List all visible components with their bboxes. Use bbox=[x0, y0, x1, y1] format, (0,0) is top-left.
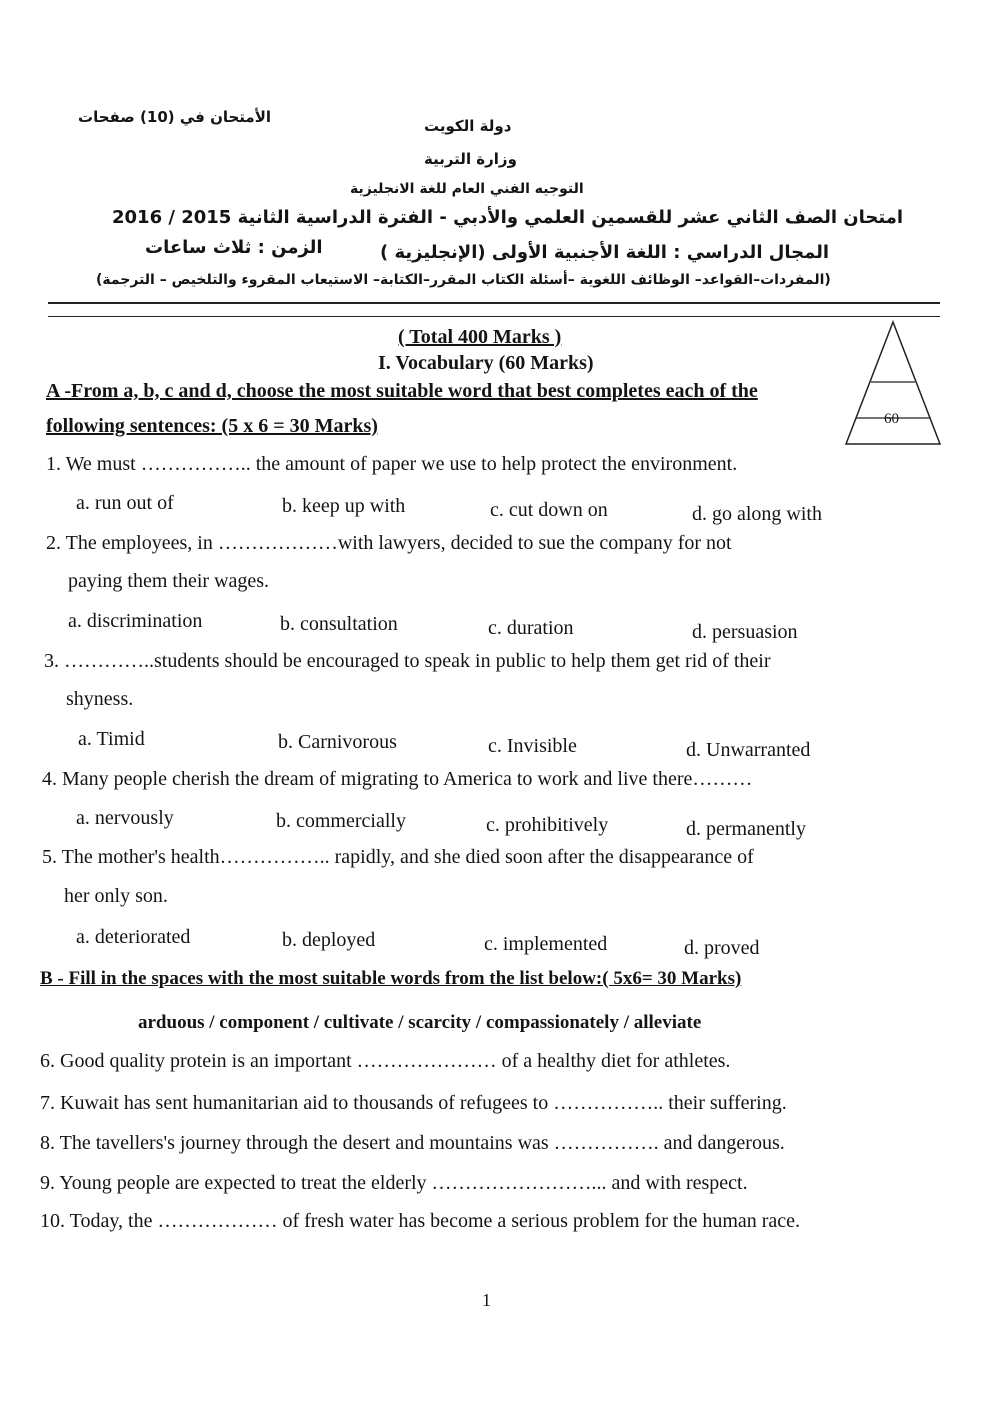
word-list: arduous / component / cultivate / scarcity / compassionately / alleviate bbox=[138, 1012, 702, 1033]
q1-option-a: a. run out of bbox=[76, 492, 174, 514]
question-3-cont: shyness. bbox=[66, 688, 134, 710]
part-b-instruction: B - Fill in the spaces with the most suitable words from the list below:( 5x6= 30 Marks) bbox=[40, 968, 742, 989]
q3-option-b: b. Carnivorous bbox=[278, 731, 397, 753]
q2-option-b: b. consultation bbox=[280, 613, 398, 635]
q1-option-b: b. keep up with bbox=[282, 495, 406, 517]
question-9: 9. Young people are expected to treat the elderly ……………………... and with respect. bbox=[40, 1172, 748, 1194]
q5-option-c: c. implemented bbox=[484, 933, 608, 955]
question-10: 10. Today, the ……………… of fresh water has become a serious problem for the human race. bbox=[40, 1210, 801, 1232]
q3-option-a: a. Timid bbox=[78, 728, 145, 750]
q5-option-a: a. deteriorated bbox=[76, 926, 191, 948]
q4-option-d: d. permanently bbox=[686, 818, 806, 840]
score-triangle bbox=[842, 318, 944, 448]
q1-option-c: c. cut down on bbox=[490, 499, 608, 521]
state-name: دولة الكويت bbox=[424, 117, 512, 135]
question-2: 2. The employees, in ………………with lawyers, decided to sue the company for not bbox=[46, 532, 732, 554]
part-a-instruction-2: following sentences: (5 x 6 = 30 Marks) bbox=[46, 415, 378, 437]
q4-option-b: b. commercially bbox=[276, 810, 406, 832]
question-7: 7. Kuwait has sent humanitarian aid to thousands of refugees to …………….. their suffering. bbox=[40, 1092, 787, 1114]
q3-option-c: c. Invisible bbox=[488, 735, 577, 757]
q4-option-a: a. nervously bbox=[76, 807, 174, 829]
q2-option-c: c. duration bbox=[488, 617, 574, 639]
header-divider bbox=[48, 302, 940, 304]
page-number: 1 bbox=[482, 1290, 491, 1310]
question-8: 8. The tavellers's journey through the desert and mountains was ……………. and dangerous. bbox=[40, 1132, 785, 1154]
question-2-cont: paying them their wages. bbox=[68, 570, 270, 592]
q2-option-a: a. discrimination bbox=[68, 610, 203, 632]
section-title: I. Vocabulary (60 Marks) bbox=[378, 352, 594, 374]
question-4: 4. Many people cherish the dream of migrating to America to work and live there……… bbox=[42, 768, 753, 790]
ministry-name: وزارة التربية bbox=[424, 150, 517, 168]
header-divider-thin bbox=[48, 316, 940, 317]
total-marks: ( Total 400 Marks ) bbox=[398, 326, 562, 348]
question-6: 6. Good quality protein is an important ………………… of a healthy diet for athletes. bbox=[40, 1050, 731, 1072]
exam-components: (المفردات–القواعد– الوظائف اللغوية –أسئلة الكتاب المقرر–الكتابة– الاستيعاب المقروء والتلخيص – الترجمة) bbox=[96, 272, 831, 288]
question-1: 1. We must …………….. the amount of paper we use to help protect the environment. bbox=[46, 453, 738, 475]
q3-option-d: d. Unwarranted bbox=[686, 739, 811, 761]
subject-line: المجال الدراسي : اللغة الأجنبية الأولى (الإنجليزية ) bbox=[380, 242, 830, 263]
q4-option-c: c. prohibitively bbox=[486, 814, 609, 836]
question-5-cont: her only son. bbox=[64, 885, 168, 907]
q5-option-d: d. proved bbox=[684, 937, 760, 959]
question-3: 3. …………..students should be encouraged to speak in public to help them get rid of their bbox=[44, 650, 771, 672]
question-5: 5. The mother's health…………….. rapidly, and she died soon after the disappearance of bbox=[42, 846, 754, 868]
pages-note: الأمتحان في (10) صفحات bbox=[78, 108, 272, 126]
exam-title: امتحان الصف الثاني عشر للقسمين العلمي والأدبي - الفترة الدراسية الثانية 2015 / 2016 bbox=[112, 207, 904, 228]
exam-time: الزمن : ثلاث ساعات bbox=[145, 237, 323, 258]
supervision-name: التوجيه الفني العام للغة الانجليزية bbox=[350, 181, 584, 197]
part-a-instruction: A -From a, b, c and d, choose the most suitable word that best completes each of the bbox=[46, 380, 758, 402]
q2-option-d: d. persuasion bbox=[692, 621, 798, 643]
q1-option-d: d. go along with bbox=[692, 503, 822, 525]
q5-option-b: b. deployed bbox=[282, 929, 376, 951]
score-box-value: 60 bbox=[884, 411, 899, 427]
